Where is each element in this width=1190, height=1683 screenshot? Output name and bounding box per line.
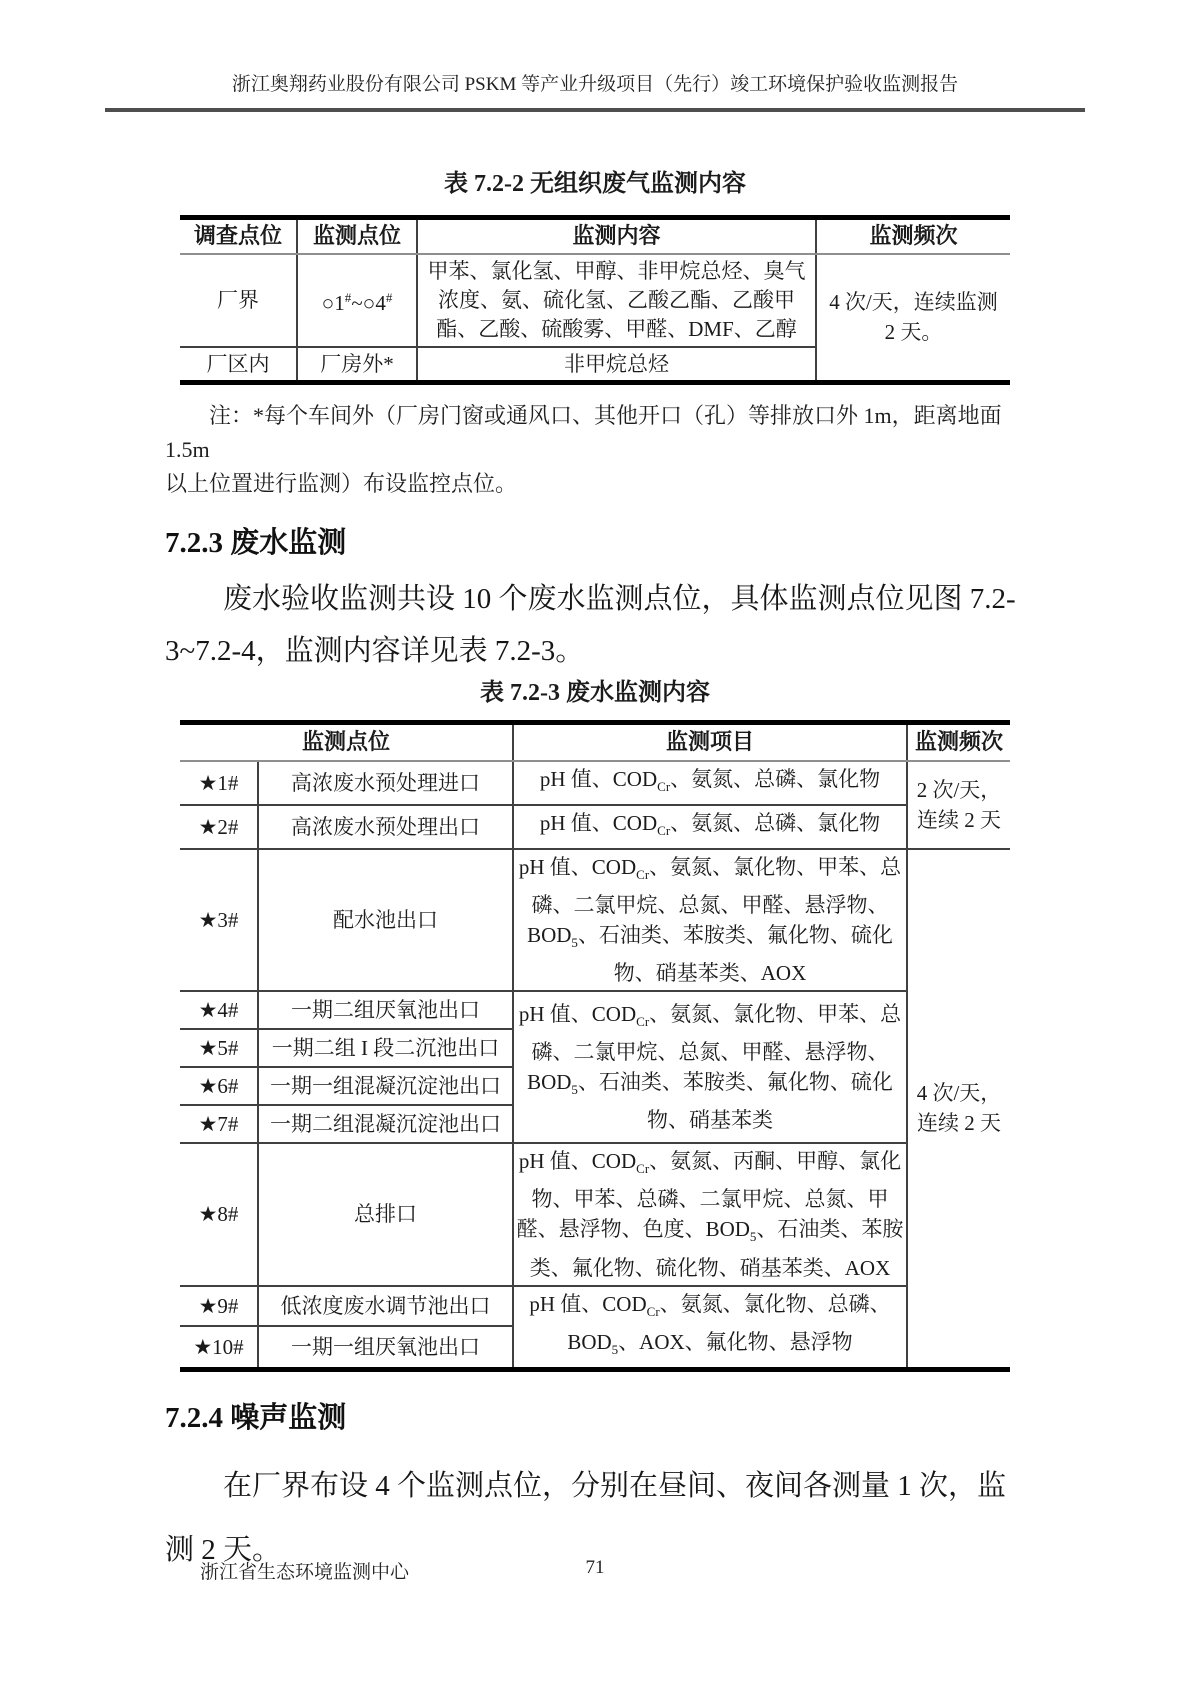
point-id: ★9# (180, 1286, 258, 1327)
monitor-items: pH 值、$COD_{Cr}$、氨氮、氯化物、甲苯、总磷、二氯甲烷、总氮、甲醛、悬浮物、$BOD_5$、石油类、苯胺类、氟化物、硫化物、硝基苯类、AOX (513, 849, 907, 991)
point-location: 一期二组 I 段二沉池出口 (258, 1029, 513, 1067)
point-location: 一期一组厌氧池出口 (258, 1326, 513, 1369)
point-location: 一期二组混凝沉淀池出口 (258, 1105, 513, 1143)
point-id: ★5# (180, 1029, 258, 1067)
gas-header-survey-point: 调查点位 (180, 218, 297, 254)
point-id: ★8# (180, 1143, 258, 1285)
gas-header-monitor-point: 监测点位 (297, 218, 417, 254)
point-location: 总排口 (258, 1143, 513, 1285)
gas-monitoring-table (180, 215, 1010, 385)
page-header-title: 浙江奥翔药业股份有限公司 PSKM 等产业升级项目（先行）竣工环境保护验收监测报告 (231, 74, 959, 95)
point-location: 高浓废水预处理出口 (258, 805, 513, 849)
water-header-point: 监测点位 (180, 723, 513, 761)
gas-cell-frequency: 4 次/天，连续监测 2 天。 (816, 254, 1010, 383)
monitor-items: pH 值、$COD_{Cr}$、氨氮、总磷、氯化物 (513, 761, 907, 805)
point-location: 配水池出口 (258, 849, 513, 991)
gas-cell-content-2: 非甲烷总烃 (417, 347, 816, 383)
gas-header-frequency: 监测频次 (816, 218, 1010, 254)
page-number: 71 (585, 1557, 605, 1578)
gas-cell-monitor-point-1: ○1#~○4# (297, 254, 417, 347)
point-id: ★6# (180, 1067, 258, 1105)
point-id: ★2# (180, 805, 258, 849)
section-heading-7-2-4: 7.2.4 噪声监测 (165, 1402, 347, 1434)
water-table-row (180, 1143, 1010, 1285)
water-table-row (180, 991, 1010, 1029)
point-id: ★10# (180, 1326, 258, 1369)
water-table-row (180, 805, 1010, 849)
monitor-items: pH 值、$COD_{Cr}$、氨氮、总磷、氯化物 (513, 805, 907, 849)
point-id: ★4# (180, 991, 258, 1029)
point-location: 低浓度废水调节池出口 (258, 1286, 513, 1327)
gas-cell-survey-point-2: 厂区内 (180, 347, 297, 383)
point-location: 一期二组厌氧池出口 (258, 991, 513, 1029)
page-content (165, 168, 1025, 1582)
gas-cell-monitor-point-2: 厂房外* (297, 347, 417, 383)
water-table-header-row (180, 723, 1010, 761)
water-header-items: 监测项目 (513, 723, 907, 761)
monitor-items: pH 值、$COD_{Cr}$、氨氮、氯化物、总磷、$BOD_5$、AOX、氟化物、悬浮物 (513, 1286, 907, 1370)
point-id: ★1# (198, 770, 239, 795)
point-id: ★3# (180, 849, 258, 991)
water-header-frequency: 监测频次 (907, 723, 1010, 761)
header-rule (105, 108, 1085, 112)
frequency-rows-1-2: 2 次/天， 连续 2 天 (907, 761, 1010, 849)
section-paragraph-7-2-3: 废水验收监测共设 10 个废水监测点位，具体监测点位见图 7.2- 3~7.2-4，监测内容详见表 7.2-3。 (165, 583, 1016, 667)
section-paragraph-7-2-4: 在厂界布设 4 个监测点位，分别在昼间、夜间各测量 1 次，监 测 2 天。 (165, 1470, 1007, 1566)
gas-cell-survey-point-1: 厂界 (217, 288, 259, 312)
monitor-items: pH 值、$COD_{Cr}$、氨氮、氯化物、甲苯、总磷、二氯甲烷、总氮、甲醛、悬浮物、$BOD_5$、石油类、苯胺类、氟化物、硫化物、硝基苯类 (513, 991, 907, 1143)
gas-table-header-row (180, 218, 1010, 254)
water-table-row (180, 849, 1010, 991)
point-location: 高浓废水预处理进口 (258, 761, 513, 805)
gas-header-content: 监测内容 (417, 218, 816, 254)
water-monitoring-table (180, 720, 1010, 1372)
gas-table-note: 注：*每个车间外（厂房门窗或通风口、其他开口（孔）等排放口外 1m，距离地面 1.5m 以上位置进行监测）布设监控点位。 (165, 403, 1002, 496)
gas-cell-content-1: 甲苯、氯化氢、甲醇、非甲烷总烃、臭气浓度、氨、硫化氢、乙酸乙酯、乙酸甲酯、乙酸、硫酸雾、甲醛、DMF、乙醇 (417, 254, 816, 347)
gas-table-row-boundary (180, 254, 1010, 347)
footer-organization: 浙江省生态环境监测中心 (200, 1562, 410, 1583)
water-table-row (180, 1286, 1010, 1327)
water-table-title: 表 7.2-3 废水监测内容 (480, 680, 710, 706)
point-id: ★7# (180, 1105, 258, 1143)
section-heading-7-2-3: 7.2.3 废水监测 (165, 527, 347, 559)
gas-table-title: 表 7.2-2 无组织废气监测内容 (444, 171, 746, 197)
monitor-items: pH 值、$COD_{Cr}$、氨氮、丙酮、甲醇、氯化物、甲苯、总磷、二氯甲烷、总氮、甲醛、悬浮物、色度、$BOD_5$、石油类、苯胺类、氟化物、硫化物、硝基苯类、AOX (513, 1143, 907, 1285)
frequency-rows-3-10: 4 次/天， 连续 2 天 (907, 849, 1010, 1370)
point-location: 一期一组混凝沉淀池出口 (258, 1067, 513, 1105)
water-table-row (180, 761, 1010, 805)
